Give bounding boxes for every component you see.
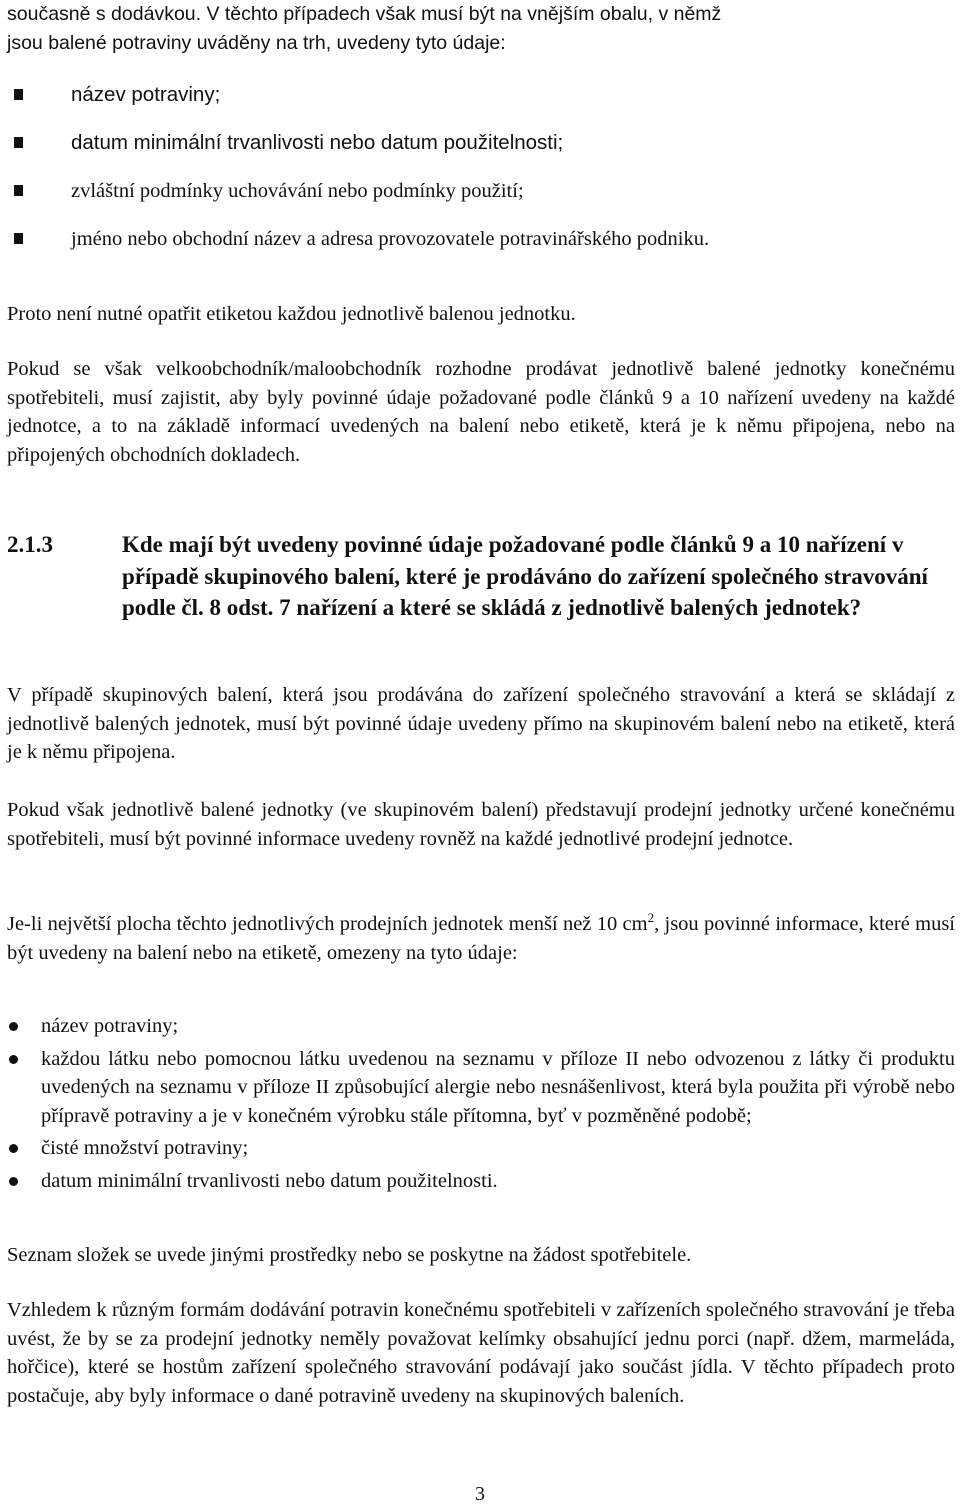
paragraph-skupinove: V případě skupinových balení, která jsou prodávána do zařízení společného stravování a která se skládají z jednotlivě balených jednotek, musí být povinné údaje uvedeny přímo na skupinovém balení nebo na etiketě, která je k němu připojena. xyxy=(7,684,955,763)
list-item-text: název potraviny; xyxy=(71,83,221,106)
superscript-2: 2 xyxy=(647,910,655,926)
page-number: 3 xyxy=(475,1483,485,1505)
round-bullet-icon xyxy=(9,1144,18,1153)
intro-line-1: současně s dodávkou. V těchto případech však musí být na vnějším obalu, v němž xyxy=(7,3,722,25)
square-bullet-icon xyxy=(14,137,23,148)
list-item xyxy=(7,128,955,158)
list-item-text: datum minimální trvanlivosti nebo datum použitelnosti. xyxy=(41,1169,498,1192)
list-item-text: každou látku nebo pomocnou látku uvedenou na seznamu v příloze II nebo odvozenou z látky či produktu uvedených na seznamu v příloze II způsobující alergie nebo nesnášenlivost, která byla použita při výrobě nebo přípravě potraviny a je v konečném výrobku stále přítomna, byť v pozměněné podobě; xyxy=(41,1047,955,1127)
round-bullet-icon xyxy=(9,1022,18,1031)
paragraph-vzhledem: Vzhledem k různým formám dodávání potravin konečnému spotřebiteli v zařízeních společného stravování je třeba uvést, že by se za prodejní jednotky neměly považovat kelímky obsahující jednu porci (např. džem, marmeláda, hořčice), které se hostům zařízení společného stravování podávají jako součást jídla. V těchto případech proto postačuje, aby byly informace o dané potravině uvedeny na skupinových baleních. xyxy=(7,1299,955,1407)
list-item xyxy=(7,80,955,110)
square-bullet-icon xyxy=(14,89,23,100)
paragraph-proto: Proto není nutné opatřit etiketou každou jednotlivě balenou jednotku. xyxy=(7,303,576,325)
list-item xyxy=(7,1134,955,1163)
section-title: Kde mají být uvedeny povinné údaje požadované podle článků 9 a 10 nařízení v případě skupinového balení, které je prodáváno do zařízení společného stravování podle čl. 8 odst. 7 nařízení a které se skládá z jednotlivě balených jednotek? xyxy=(122,532,928,620)
paragraph-jednotlive: Pokud však jednotlivě balené jednotky (ve skupinovém balení) představují prodejní jednotky určené konečnému spotřebiteli, musí být povinné informace uvedeny rovněž na každé jednotlivé prodejní jednotce. xyxy=(7,799,955,850)
square-bullet-icon xyxy=(14,233,23,244)
outer-package-list xyxy=(7,80,955,272)
intro-line-2: jsou balené potraviny uváděny na trh, uvedeny tyto údaje: xyxy=(7,32,506,54)
list-item xyxy=(7,176,955,206)
list-item xyxy=(7,1167,955,1196)
section-number: 2.1.3 xyxy=(7,532,53,557)
list-item-text: datum minimální trvanlivosti nebo datum použitelnosti; xyxy=(71,131,564,154)
list-item-text: název potraviny; xyxy=(41,1015,179,1037)
square-bullet-icon xyxy=(14,185,23,196)
paragraph-plocha-text-end: , jsou povinné informace, které musí být uvedeny na balení nebo na etiketě, omezeny na tyto údaje: xyxy=(7,913,955,964)
round-bullet-icon xyxy=(9,1055,18,1064)
paragraph-plocha-text: Je-li největší plocha těchto jednotlivých prodejních jednotek menší než 10 cm xyxy=(7,913,648,935)
section-heading xyxy=(7,529,955,624)
round-bullet-icon xyxy=(9,1177,18,1186)
paragraph-pokud: Pokud se však velkoobchodník/maloobchodník rozhodne prodávat jednotlivě balené jednotky konečnému spotřebiteli, musí zajistit, aby byly povinné údaje požadované podle článků 9 a 10 nařízení uvedeny na každé jednotce, a to na základě informací uvedených na balení nebo etiketě, která je k němu připojena, nebo na připojených obchodních dokladech. xyxy=(7,358,955,466)
list-item-text: čisté množství potraviny; xyxy=(41,1137,249,1159)
paragraph-seznam: Seznam složek se uvede jinými prostředky nebo se poskytne na žádost spotřebitele. xyxy=(7,1244,692,1266)
list-item xyxy=(7,224,955,254)
paragraph-plocha xyxy=(7,910,955,967)
list-item-text: jméno nebo obchodní název a adresa provozovatele potravinářského podniku. xyxy=(71,228,710,250)
list-item xyxy=(7,1045,955,1131)
list-item-text: zvláštní podmínky uchovávání nebo podmínky použití; xyxy=(71,180,524,202)
list-item xyxy=(7,1012,955,1041)
inner-unit-list xyxy=(7,1012,955,1199)
